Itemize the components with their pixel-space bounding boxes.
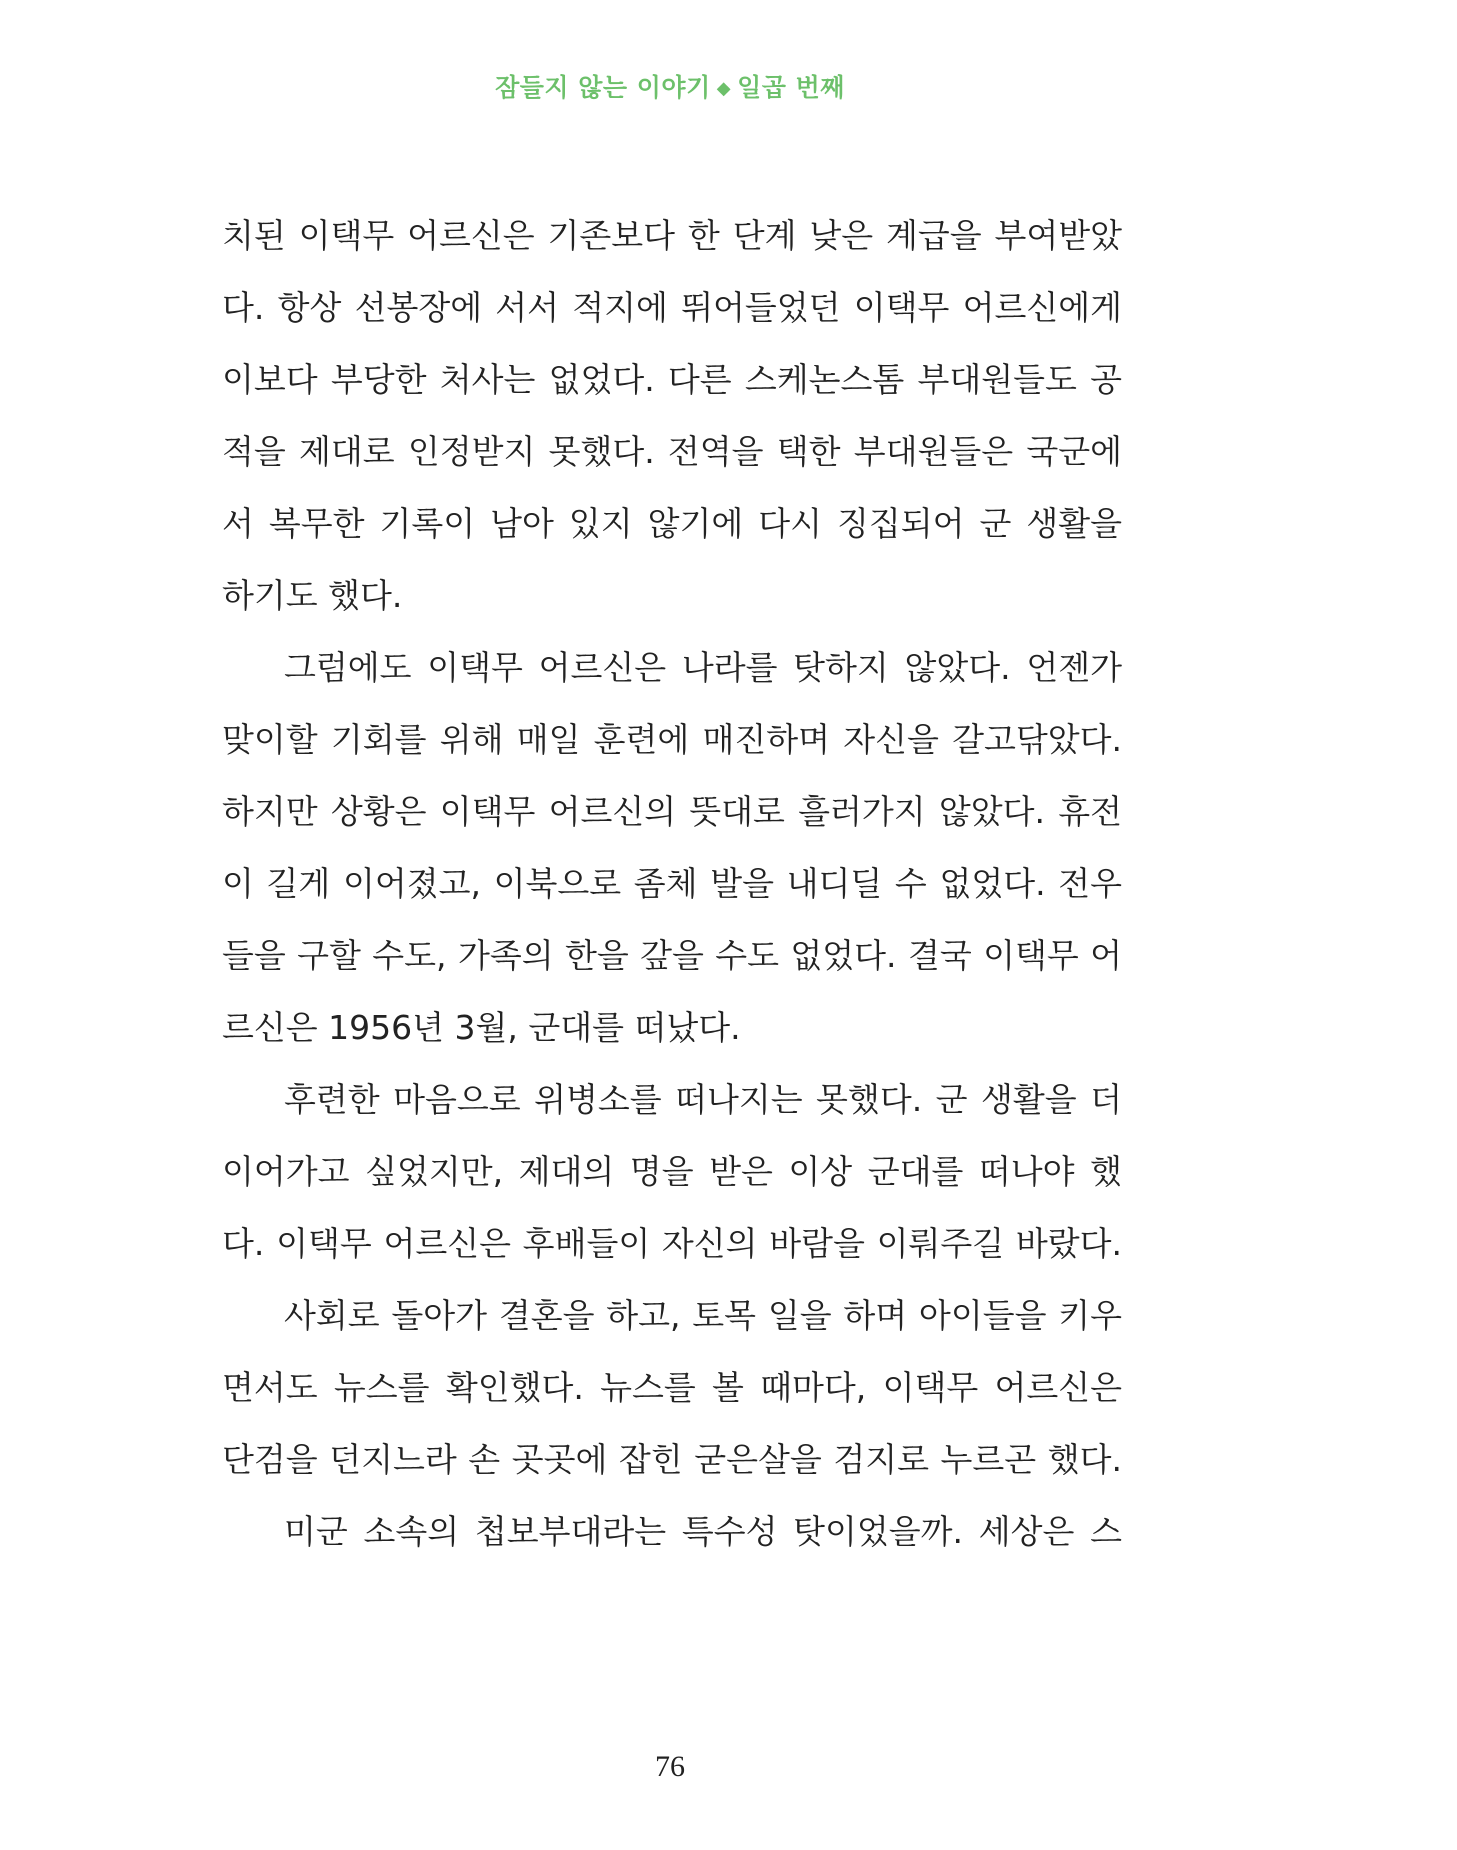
diamond-separator-icon: ◆ (716, 78, 732, 99)
text-line: 다. 이택무 어르신은 후배들이 자신의 바람을 이뤄주길 바랐다. (222, 1224, 1122, 1263)
chapter-title: 일곱 번째 (737, 73, 845, 102)
text-line: 들을 구할 수도, 가족의 한을 갚을 수도 없었다. 결국 이택무 어 (222, 936, 1122, 975)
text-line: 후련한 마음으로 위병소를 떠나지는 못했다. 군 생활을 더 (284, 1080, 1122, 1119)
text-line: 사회로 돌아가 결혼을 하고, 토목 일을 하며 아이들을 키우 (284, 1296, 1122, 1335)
page-number: 76 (655, 1750, 685, 1783)
text-line: 다. 항상 선봉장에 서서 적지에 뛰어들었던 이택무 어르신에게 (222, 288, 1122, 327)
text-line: 르신은 1956년 3월, 군대를 떠났다. (222, 1008, 741, 1047)
text-line: 하지만 상황은 이택무 어르신의 뜻대로 흘러가지 않았다. 휴전 (222, 792, 1122, 831)
book-title: 잠들지 않는 이야기 (495, 73, 711, 102)
text-line: 면서도 뉴스를 확인했다. 뉴스를 볼 때마다, 이택무 어르신은 (222, 1368, 1122, 1407)
text-line: 이보다 부당한 처사는 없었다. 다른 스케논스톰 부대원들도 공 (222, 360, 1122, 399)
text-line: 미군 소속의 첩보부대라는 특수성 탓이었을까. 세상은 스 (284, 1512, 1122, 1551)
text-line: 단검을 던지느라 손 곳곳에 잡힌 굳은살을 검지로 누르곤 했다. (222, 1440, 1122, 1479)
text-line: 그럼에도 이택무 어르신은 나라를 탓하지 않았다. 언젠가 (284, 648, 1122, 687)
running-header (0, 68, 1340, 104)
text-line: 이어가고 싶었지만, 제대의 명을 받은 이상 군대를 떠나야 했 (222, 1152, 1122, 1191)
body-text (222, 200, 1122, 1568)
text-line: 적을 제대로 인정받지 못했다. 전역을 택한 부대원들은 국군에 (222, 432, 1122, 471)
text-line: 하기도 했다. (222, 576, 403, 615)
text-line: 이 길게 이어졌고, 이북으로 좀체 발을 내디딜 수 없었다. 전우 (222, 864, 1122, 903)
text-line: 치된 이택무 어르신은 기존보다 한 단계 낮은 계급을 부여받았 (222, 216, 1122, 255)
text-line: 서 복무한 기록이 남아 있지 않기에 다시 징집되어 군 생활을 (222, 504, 1122, 543)
text-line: 맞이할 기회를 위해 매일 훈련에 매진하며 자신을 갈고닦았다. (222, 720, 1122, 759)
